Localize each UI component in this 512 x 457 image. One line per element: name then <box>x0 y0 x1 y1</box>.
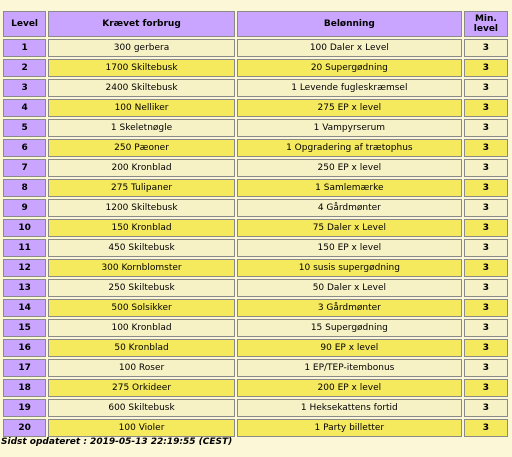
header-required: Krævet forbrug <box>48 11 235 37</box>
required-cell: 100 Roser <box>48 359 235 377</box>
min-level-cell: 3 <box>464 99 508 117</box>
min-level-cell: 3 <box>464 359 508 377</box>
table-row <box>3 239 508 257</box>
level-cell: 11 <box>3 239 46 257</box>
reward-cell: 1 Vampyrserum <box>237 119 462 137</box>
table-row <box>3 299 508 317</box>
level-cell: 19 <box>3 399 46 417</box>
table-row <box>3 139 508 157</box>
table-row <box>3 279 508 297</box>
required-cell: 50 Kronblad <box>48 339 235 357</box>
table-row <box>3 219 508 237</box>
required-cell: 200 Kronblad <box>48 159 235 177</box>
table-row <box>3 39 508 57</box>
reward-cell: 1 EP/TEP-itembonus <box>237 359 462 377</box>
min-level-cell: 3 <box>464 279 508 297</box>
required-cell: 250 Pæoner <box>48 139 235 157</box>
table-row <box>3 259 508 277</box>
min-level-cell: 3 <box>464 239 508 257</box>
required-cell: 500 Solsikker <box>48 299 235 317</box>
required-cell: 150 Kronblad <box>48 219 235 237</box>
reward-cell: 1 Party billetter <box>237 419 462 437</box>
header-row <box>3 11 508 37</box>
min-level-cell: 3 <box>464 259 508 277</box>
level-cell: 2 <box>3 59 46 77</box>
reward-cell: 275 EP x level <box>237 99 462 117</box>
header-min-level: Min. level <box>464 11 508 37</box>
min-level-cell: 3 <box>464 379 508 397</box>
reward-cell: 15 Supergødning <box>237 319 462 337</box>
reward-cell: 100 Daler x Level <box>237 39 462 57</box>
level-cell: 5 <box>3 119 46 137</box>
level-cell: 7 <box>3 159 46 177</box>
reward-cell: 1 Samlemærke <box>237 179 462 197</box>
required-cell: 2400 Skiltebusk <box>48 79 235 97</box>
level-cell: 6 <box>3 139 46 157</box>
table-row <box>3 339 508 357</box>
reward-cell: 1 Opgradering af trætophus <box>237 139 462 157</box>
min-level-cell: 3 <box>464 139 508 157</box>
header-reward: Belønning <box>237 11 462 37</box>
min-level-cell: 3 <box>464 419 508 437</box>
min-level-cell: 3 <box>464 59 508 77</box>
level-cell: 18 <box>3 379 46 397</box>
min-level-cell: 3 <box>464 399 508 417</box>
level-cell: 3 <box>3 79 46 97</box>
table-row <box>3 319 508 337</box>
required-cell: 275 Orkideer <box>48 379 235 397</box>
table-row <box>3 119 508 137</box>
required-cell: 300 Kornblomster <box>48 259 235 277</box>
reward-cell: 3 Gårdmønter <box>237 299 462 317</box>
min-level-cell: 3 <box>464 159 508 177</box>
level-cell: 13 <box>3 279 46 297</box>
level-cell: 1 <box>3 39 46 57</box>
min-level-cell: 3 <box>464 219 508 237</box>
reward-cell: 150 EP x level <box>237 239 462 257</box>
table-body <box>3 39 508 437</box>
reward-cell: 4 Gårdmønter <box>237 199 462 217</box>
header-level: Level <box>3 11 46 37</box>
min-level-cell: 3 <box>464 119 508 137</box>
required-cell: 100 Nelliker <box>48 99 235 117</box>
level-cell: 10 <box>3 219 46 237</box>
level-cell: 15 <box>3 319 46 337</box>
required-cell: 275 Tulipaner <box>48 179 235 197</box>
level-cell: 8 <box>3 179 46 197</box>
required-cell: 1200 Skiltebusk <box>48 199 235 217</box>
min-level-cell: 3 <box>464 319 508 337</box>
level-cell: 12 <box>3 259 46 277</box>
table-row <box>3 199 508 217</box>
reward-cell: 250 EP x level <box>237 159 462 177</box>
reward-cell: 90 EP x level <box>237 339 462 357</box>
required-cell: 250 Skiltebusk <box>48 279 235 297</box>
min-level-cell: 3 <box>464 179 508 197</box>
reward-cell: 200 EP x level <box>237 379 462 397</box>
table-row <box>3 79 508 97</box>
level-cell: 4 <box>3 99 46 117</box>
reward-cell: 20 Supergødning <box>237 59 462 77</box>
min-level-cell: 3 <box>464 79 508 97</box>
level-cell: 14 <box>3 299 46 317</box>
level-cell: 20 <box>3 419 46 437</box>
required-cell: 450 Skiltebusk <box>48 239 235 257</box>
table-row <box>3 59 508 77</box>
table-row <box>3 399 508 417</box>
reward-cell: 1 Levende fugleskræmsel <box>237 79 462 97</box>
reward-cell: 10 susis supergødning <box>237 259 462 277</box>
table-row <box>3 419 508 437</box>
last-updated: Sidst opdateret : 2019-05-13 22:19:55 (CEST) <box>1 437 233 447</box>
reward-cell: 75 Daler x Level <box>237 219 462 237</box>
table-row <box>3 379 508 397</box>
required-cell: 100 Violer <box>48 419 235 437</box>
table-row <box>3 99 508 117</box>
min-level-cell: 3 <box>464 299 508 317</box>
table-row <box>3 179 508 197</box>
level-cell: 9 <box>3 199 46 217</box>
level-cell: 16 <box>3 339 46 357</box>
required-cell: 1 Skeletnøgle <box>48 119 235 137</box>
min-level-cell: 3 <box>464 199 508 217</box>
table-row <box>3 359 508 377</box>
levels-table <box>1 9 510 439</box>
min-level-cell: 3 <box>464 339 508 357</box>
required-cell: 100 Kronblad <box>48 319 235 337</box>
reward-cell: 50 Daler x Level <box>237 279 462 297</box>
level-cell: 17 <box>3 359 46 377</box>
required-cell: 600 Skiltebusk <box>48 399 235 417</box>
table-row <box>3 159 508 177</box>
min-level-cell: 3 <box>464 39 508 57</box>
required-cell: 1700 Skiltebusk <box>48 59 235 77</box>
required-cell: 300 gerbera <box>48 39 235 57</box>
reward-cell: 1 Heksekattens fortid <box>237 399 462 417</box>
